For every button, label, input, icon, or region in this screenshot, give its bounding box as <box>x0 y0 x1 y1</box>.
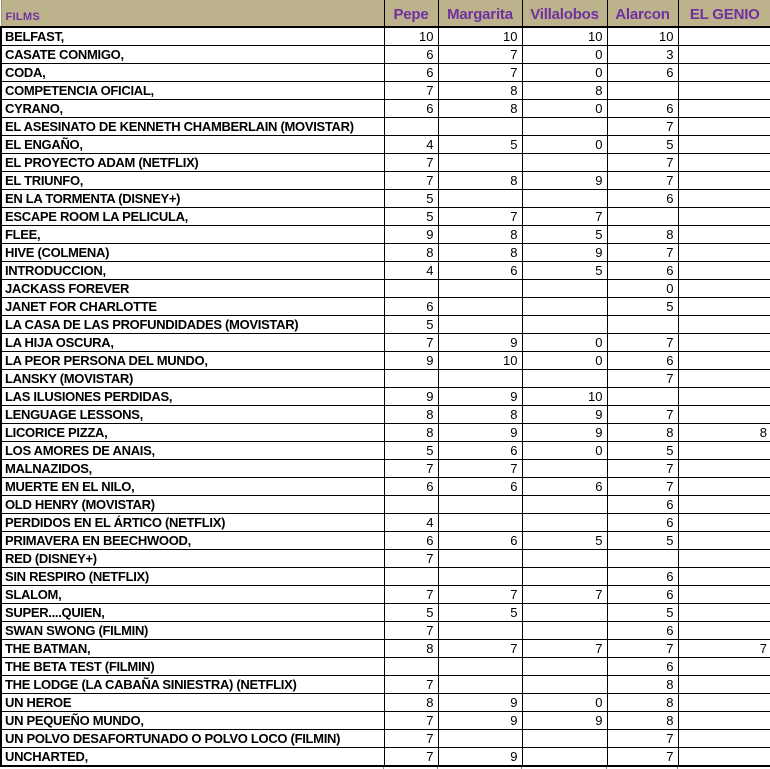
score-cell[interactable]: 5 <box>522 226 607 244</box>
film-row <box>1 100 770 118</box>
score-cell[interactable]: 5 <box>384 604 438 622</box>
film-row <box>1 118 770 136</box>
film-title-cell[interactable]: OLD HENRY (MOVISTAR) <box>1 496 384 514</box>
film-row <box>1 262 770 280</box>
score-cell[interactable]: 8 <box>438 244 522 262</box>
score-cell[interactable]: 7 <box>522 208 607 226</box>
film-row <box>1 388 770 406</box>
score-cell[interactable]: 7 <box>384 622 438 640</box>
film-row <box>1 532 770 550</box>
film-row <box>1 280 770 298</box>
film-title-cell[interactable]: CYRANO, <box>1 100 384 118</box>
score-cell[interactable]: 8 <box>438 172 522 190</box>
score-cell[interactable]: 0 <box>522 136 607 154</box>
score-cell[interactable]: 7 <box>384 586 438 604</box>
film-title-cell[interactable]: LA CASA DE LAS PROFUNDIDADES (MOVISTAR) <box>1 316 384 334</box>
score-cell[interactable] <box>438 154 522 172</box>
score-cell[interactable]: 9 <box>384 352 438 370</box>
film-row <box>1 64 770 82</box>
score-cell[interactable]: 10 <box>384 27 438 46</box>
score-cell[interactable]: 5 <box>384 208 438 226</box>
film-title-cell[interactable]: SIN RESPIRO (NETFLIX) <box>1 568 384 586</box>
score-cell[interactable] <box>522 154 607 172</box>
film-row <box>1 640 770 658</box>
film-title-cell[interactable]: LICORICE PIZZA, <box>1 424 384 442</box>
score-cell[interactable]: 6 <box>607 64 678 82</box>
film-title-cell[interactable]: MALNAZIDOS, <box>1 460 384 478</box>
film-row <box>1 730 770 748</box>
score-cell[interactable]: 6 <box>384 478 438 496</box>
score-cell[interactable] <box>607 208 678 226</box>
score-cell[interactable] <box>438 280 522 298</box>
score-cell[interactable] <box>438 118 522 136</box>
film-title-cell[interactable]: CODA, <box>1 64 384 82</box>
score-cell[interactable]: 7 <box>384 550 438 568</box>
score-cell[interactable]: 8 <box>607 226 678 244</box>
score-cell[interactable] <box>522 730 607 748</box>
score-cell[interactable] <box>522 676 607 694</box>
score-cell[interactable] <box>522 568 607 586</box>
score-cell[interactable] <box>522 370 607 388</box>
score-cell[interactable]: 6 <box>384 532 438 550</box>
score-cell[interactable]: 9 <box>438 388 522 406</box>
score-cell[interactable] <box>522 622 607 640</box>
film-title-cell[interactable]: UN PEQUEÑO MUNDO, <box>1 712 384 730</box>
film-title-cell[interactable]: HIVE (COLMENA) <box>1 244 384 262</box>
film-row <box>1 676 770 694</box>
film-title-cell[interactable]: THE BATMAN, <box>1 640 384 658</box>
score-cell[interactable] <box>522 280 607 298</box>
score-cell[interactable] <box>678 27 770 46</box>
film-title-cell[interactable]: SLALOM, <box>1 586 384 604</box>
score-cell[interactable]: 6 <box>607 190 678 208</box>
film-title-cell[interactable]: LAS ILUSIONES PERDIDAS, <box>1 388 384 406</box>
score-cell[interactable]: 7 <box>384 334 438 352</box>
score-cell[interactable] <box>438 514 522 532</box>
score-cell[interactable]: 8 <box>384 694 438 712</box>
film-title-cell[interactable]: BELFAST, <box>1 27 384 46</box>
score-cell[interactable]: 10 <box>522 27 607 46</box>
score-cell[interactable] <box>438 370 522 388</box>
film-row <box>1 27 770 46</box>
score-cell[interactable] <box>438 496 522 514</box>
column-header-films[interactable]: FILMS <box>1 0 384 27</box>
score-cell[interactable]: 7 <box>384 748 438 767</box>
score-cell[interactable]: 8 <box>384 406 438 424</box>
score-cell[interactable] <box>522 496 607 514</box>
film-row <box>1 568 770 586</box>
score-cell[interactable]: 0 <box>522 334 607 352</box>
film-title-cell[interactable]: RED (DISNEY+) <box>1 550 384 568</box>
score-cell[interactable] <box>522 190 607 208</box>
score-cell[interactable]: 9 <box>438 694 522 712</box>
film-row <box>1 550 770 568</box>
score-cell[interactable] <box>678 460 770 478</box>
score-cell[interactable]: 7 <box>438 640 522 658</box>
score-cell[interactable] <box>522 316 607 334</box>
score-cell[interactable]: 9 <box>384 226 438 244</box>
film-title-cell[interactable]: LENGUAGE LESSONS, <box>1 406 384 424</box>
score-cell[interactable]: 7 <box>607 406 678 424</box>
film-row <box>1 406 770 424</box>
score-cell[interactable]: 10 <box>438 352 522 370</box>
score-cell[interactable] <box>384 370 438 388</box>
score-cell[interactable]: 8 <box>438 406 522 424</box>
score-cell[interactable]: 7 <box>384 712 438 730</box>
score-cell[interactable]: 7 <box>384 172 438 190</box>
film-title-cell[interactable]: FLEE, <box>1 226 384 244</box>
score-cell[interactable] <box>678 118 770 136</box>
column-header-alarcon[interactable]: Alarcon <box>607 0 678 27</box>
score-cell[interactable] <box>678 694 770 712</box>
film-row <box>1 370 770 388</box>
film-row <box>1 82 770 100</box>
score-cell[interactable] <box>678 658 770 676</box>
film-title-cell[interactable]: JACKASS FOREVER <box>1 280 384 298</box>
score-cell[interactable]: 7 <box>384 154 438 172</box>
film-row <box>1 334 770 352</box>
score-cell[interactable]: 7 <box>438 64 522 82</box>
film-title-cell[interactable]: EL ENGAÑO, <box>1 136 384 154</box>
film-row <box>1 442 770 460</box>
score-cell[interactable]: 7 <box>607 478 678 496</box>
score-cell[interactable]: 7 <box>522 586 607 604</box>
score-cell[interactable] <box>678 64 770 82</box>
score-cell[interactable] <box>678 136 770 154</box>
score-cell[interactable] <box>678 190 770 208</box>
score-cell[interactable]: 8 <box>607 694 678 712</box>
film-row <box>1 478 770 496</box>
score-cell[interactable] <box>678 154 770 172</box>
score-cell[interactable]: 6 <box>438 478 522 496</box>
score-cell[interactable]: 7 <box>607 334 678 352</box>
score-cell[interactable] <box>678 496 770 514</box>
score-cell[interactable]: 6 <box>384 100 438 118</box>
score-cell[interactable]: 5 <box>607 604 678 622</box>
score-cell[interactable] <box>678 532 770 550</box>
score-cell[interactable]: 0 <box>522 100 607 118</box>
score-cell[interactable]: 5 <box>384 316 438 334</box>
score-cell[interactable]: 9 <box>522 424 607 442</box>
score-cell[interactable] <box>522 298 607 316</box>
film-title-cell[interactable]: PRIMAVERA EN BEECHWOOD, <box>1 532 384 550</box>
score-cell[interactable]: 0 <box>522 64 607 82</box>
score-cell[interactable] <box>438 676 522 694</box>
score-cell[interactable] <box>678 46 770 64</box>
score-cell[interactable] <box>678 622 770 640</box>
score-cell[interactable]: 9 <box>438 748 522 767</box>
film-row <box>1 424 770 442</box>
film-row <box>1 604 770 622</box>
score-cell[interactable]: 5 <box>438 136 522 154</box>
score-cell[interactable]: 6 <box>607 586 678 604</box>
score-cell[interactable]: 5 <box>607 136 678 154</box>
film-title-cell[interactable]: THE BETA TEST (FILMIN) <box>1 658 384 676</box>
score-cell[interactable]: 7 <box>438 586 522 604</box>
score-cell[interactable] <box>678 100 770 118</box>
film-title-cell[interactable]: SWAN SWONG (FILMIN) <box>1 622 384 640</box>
score-cell[interactable]: 7 <box>522 640 607 658</box>
score-cell[interactable]: 10 <box>438 27 522 46</box>
film-title-cell[interactable]: SUPER....QUIEN, <box>1 604 384 622</box>
score-cell[interactable]: 7 <box>607 730 678 748</box>
film-row <box>1 190 770 208</box>
score-cell[interactable] <box>607 82 678 100</box>
score-cell[interactable] <box>678 676 770 694</box>
score-cell[interactable]: 8 <box>438 82 522 100</box>
score-cell[interactable]: 0 <box>522 46 607 64</box>
score-cell[interactable] <box>522 550 607 568</box>
film-title-cell[interactable]: MUERTE EN EL NILO, <box>1 478 384 496</box>
film-row <box>1 694 770 712</box>
film-row <box>1 226 770 244</box>
column-header-pepe[interactable]: Pepe <box>384 0 438 27</box>
film-row <box>1 208 770 226</box>
score-cell[interactable]: 7 <box>384 460 438 478</box>
score-cell[interactable]: 6 <box>438 262 522 280</box>
score-cell[interactable]: 6 <box>384 64 438 82</box>
film-row <box>1 586 770 604</box>
score-cell[interactable] <box>438 316 522 334</box>
film-title-cell[interactable]: THE LODGE (LA CABAÑA SINIESTRA) (NETFLIX) <box>1 676 384 694</box>
film-row <box>1 172 770 190</box>
film-row <box>1 514 770 532</box>
score-cell[interactable] <box>678 172 770 190</box>
score-cell[interactable]: 9 <box>522 712 607 730</box>
score-cell[interactable] <box>678 226 770 244</box>
score-cell[interactable]: 4 <box>384 262 438 280</box>
score-cell[interactable]: 5 <box>607 532 678 550</box>
score-cell[interactable] <box>678 352 770 370</box>
score-cell[interactable]: 7 <box>678 640 770 658</box>
score-cell[interactable]: 8 <box>438 100 522 118</box>
score-cell[interactable] <box>438 298 522 316</box>
score-cell[interactable] <box>678 478 770 496</box>
film-title-cell[interactable]: ESCAPE ROOM LA PELICULA, <box>1 208 384 226</box>
score-cell[interactable] <box>438 550 522 568</box>
score-cell[interactable]: 0 <box>522 352 607 370</box>
header-row <box>1 0 770 27</box>
film-title-cell[interactable]: LOS AMORES DE ANAIS, <box>1 442 384 460</box>
film-row <box>1 136 770 154</box>
score-cell[interactable]: 8 <box>607 712 678 730</box>
score-cell[interactable]: 9 <box>384 388 438 406</box>
score-cell[interactable]: 5 <box>438 604 522 622</box>
score-cell[interactable] <box>438 658 522 676</box>
film-row <box>1 352 770 370</box>
score-cell[interactable]: 8 <box>384 640 438 658</box>
score-cell[interactable] <box>607 550 678 568</box>
score-cell[interactable] <box>678 208 770 226</box>
score-cell[interactable]: 10 <box>522 388 607 406</box>
score-cell[interactable] <box>438 730 522 748</box>
score-cell[interactable] <box>678 442 770 460</box>
score-cell[interactable]: 6 <box>607 568 678 586</box>
score-cell[interactable] <box>678 334 770 352</box>
score-cell[interactable] <box>607 316 678 334</box>
score-cell[interactable]: 5 <box>384 442 438 460</box>
score-cell[interactable]: 7 <box>607 640 678 658</box>
score-cell[interactable] <box>384 280 438 298</box>
score-cell[interactable]: 0 <box>522 442 607 460</box>
score-cell[interactable]: 7 <box>438 46 522 64</box>
score-cell[interactable]: 9 <box>522 172 607 190</box>
film-row <box>1 748 770 767</box>
film-title-cell[interactable]: EL ASESINATO DE KENNETH CHAMBERLAIN (MOVISTAR) <box>1 118 384 136</box>
score-cell[interactable]: 6 <box>607 622 678 640</box>
film-title-cell[interactable]: PERDIDOS EN EL ÁRTICO (NETFLIX) <box>1 514 384 532</box>
score-cell[interactable]: 7 <box>384 676 438 694</box>
score-cell[interactable]: 6 <box>522 478 607 496</box>
score-cell[interactable]: 6 <box>607 352 678 370</box>
film-row <box>1 46 770 64</box>
score-cell[interactable]: 7 <box>607 118 678 136</box>
score-cell[interactable]: 6 <box>607 658 678 676</box>
score-cell[interactable]: 5 <box>522 262 607 280</box>
score-cell[interactable] <box>678 262 770 280</box>
score-cell[interactable] <box>438 622 522 640</box>
score-cell[interactable] <box>522 748 607 767</box>
score-cell[interactable] <box>607 388 678 406</box>
score-cell[interactable] <box>678 604 770 622</box>
score-cell[interactable]: 9 <box>438 424 522 442</box>
score-cell[interactable] <box>522 514 607 532</box>
score-cell[interactable] <box>678 280 770 298</box>
film-title-cell[interactable]: EL PROYECTO ADAM (NETFLIX) <box>1 154 384 172</box>
score-cell[interactable] <box>678 298 770 316</box>
score-cell[interactable]: 6 <box>607 100 678 118</box>
score-cell[interactable]: 6 <box>438 442 522 460</box>
score-cell[interactable] <box>438 568 522 586</box>
score-cell[interactable]: 5 <box>607 442 678 460</box>
score-cell[interactable]: 7 <box>438 460 522 478</box>
film-title-cell[interactable]: UNCHARTED, <box>1 748 384 767</box>
score-cell[interactable] <box>678 388 770 406</box>
film-title-cell[interactable]: INTRODUCCION, <box>1 262 384 280</box>
score-cell[interactable] <box>678 82 770 100</box>
film-row <box>1 658 770 676</box>
score-cell[interactable] <box>678 550 770 568</box>
score-cell[interactable] <box>384 496 438 514</box>
score-cell[interactable]: 7 <box>607 244 678 262</box>
score-cell[interactable]: 3 <box>607 46 678 64</box>
film-title-cell[interactable]: LANSKY (MOVISTAR) <box>1 370 384 388</box>
score-cell[interactable]: 8 <box>678 424 770 442</box>
score-cell[interactable] <box>522 604 607 622</box>
film-row <box>1 316 770 334</box>
score-cell[interactable]: 8 <box>607 424 678 442</box>
score-cell[interactable]: 7 <box>607 748 678 767</box>
score-cell[interactable]: 7 <box>607 370 678 388</box>
score-cell[interactable] <box>678 514 770 532</box>
film-row <box>1 460 770 478</box>
score-cell[interactable]: 6 <box>384 46 438 64</box>
score-cell[interactable]: 7 <box>607 460 678 478</box>
score-cell[interactable]: 10 <box>607 27 678 46</box>
score-cell[interactable]: 7 <box>607 154 678 172</box>
film-title-cell[interactable]: CASATE CONMIGO, <box>1 46 384 64</box>
score-cell[interactable]: 5 <box>384 190 438 208</box>
film-row <box>1 244 770 262</box>
film-row <box>1 298 770 316</box>
film-row <box>1 154 770 172</box>
score-cell[interactable]: 8 <box>522 82 607 100</box>
score-cell[interactable] <box>678 244 770 262</box>
column-header-villalobos[interactable]: Villalobos <box>522 0 607 27</box>
score-cell[interactable] <box>384 118 438 136</box>
score-cell[interactable] <box>678 406 770 424</box>
score-cell[interactable]: 4 <box>384 514 438 532</box>
score-cell[interactable]: 0 <box>607 280 678 298</box>
score-cell[interactable] <box>678 370 770 388</box>
score-cell[interactable]: 0 <box>522 694 607 712</box>
score-cell[interactable]: 6 <box>607 514 678 532</box>
film-title-cell[interactable]: LA HIJA OSCURA, <box>1 334 384 352</box>
film-title-cell[interactable]: UN HEROE <box>1 694 384 712</box>
score-cell[interactable]: 6 <box>438 532 522 550</box>
score-cell[interactable] <box>678 748 770 767</box>
score-cell[interactable] <box>522 118 607 136</box>
score-cell[interactable]: 5 <box>607 298 678 316</box>
score-cell[interactable] <box>384 568 438 586</box>
score-cell[interactable]: 9 <box>438 334 522 352</box>
score-cell[interactable]: 8 <box>438 226 522 244</box>
score-cell[interactable]: 7 <box>384 730 438 748</box>
film-title-cell[interactable]: EN LA TORMENTA (DISNEY+) <box>1 190 384 208</box>
film-row <box>1 712 770 730</box>
score-cell[interactable] <box>384 658 438 676</box>
score-cell[interactable]: 6 <box>607 262 678 280</box>
film-title-cell[interactable]: COMPETENCIA OFICIAL, <box>1 82 384 100</box>
film-row <box>1 496 770 514</box>
score-cell[interactable] <box>438 190 522 208</box>
film-title-cell[interactable]: EL TRIUNFO, <box>1 172 384 190</box>
score-cell[interactable]: 6 <box>607 496 678 514</box>
score-cell[interactable] <box>678 586 770 604</box>
score-cell[interactable]: 6 <box>384 298 438 316</box>
score-cell[interactable]: 8 <box>607 676 678 694</box>
score-cell[interactable]: 9 <box>438 712 522 730</box>
film-title-cell[interactable]: UN POLVO DESAFORTUNADO O POLVO LOCO (FILMIN) <box>1 730 384 748</box>
score-cell[interactable]: 5 <box>522 532 607 550</box>
score-cell[interactable] <box>678 568 770 586</box>
score-cell[interactable]: 4 <box>384 136 438 154</box>
score-cell[interactable] <box>522 460 607 478</box>
film-title-cell[interactable]: JANET FOR CHARLOTTE <box>1 298 384 316</box>
column-header-el-genio[interactable]: EL GENIO <box>678 0 770 27</box>
score-cell[interactable] <box>678 712 770 730</box>
score-cell[interactable]: 7 <box>607 172 678 190</box>
score-cell[interactable] <box>678 316 770 334</box>
score-cell[interactable]: 8 <box>384 424 438 442</box>
score-cell[interactable] <box>522 658 607 676</box>
score-cell[interactable]: 7 <box>384 82 438 100</box>
score-cell[interactable]: 9 <box>522 406 607 424</box>
score-cell[interactable]: 8 <box>384 244 438 262</box>
column-header-margarita[interactable]: Margarita <box>438 0 522 27</box>
film-title-cell[interactable]: LA PEOR PERSONA DEL MUNDO, <box>1 352 384 370</box>
score-cell[interactable] <box>678 730 770 748</box>
score-cell[interactable]: 7 <box>438 208 522 226</box>
score-cell[interactable]: 9 <box>522 244 607 262</box>
film-row <box>1 622 770 640</box>
